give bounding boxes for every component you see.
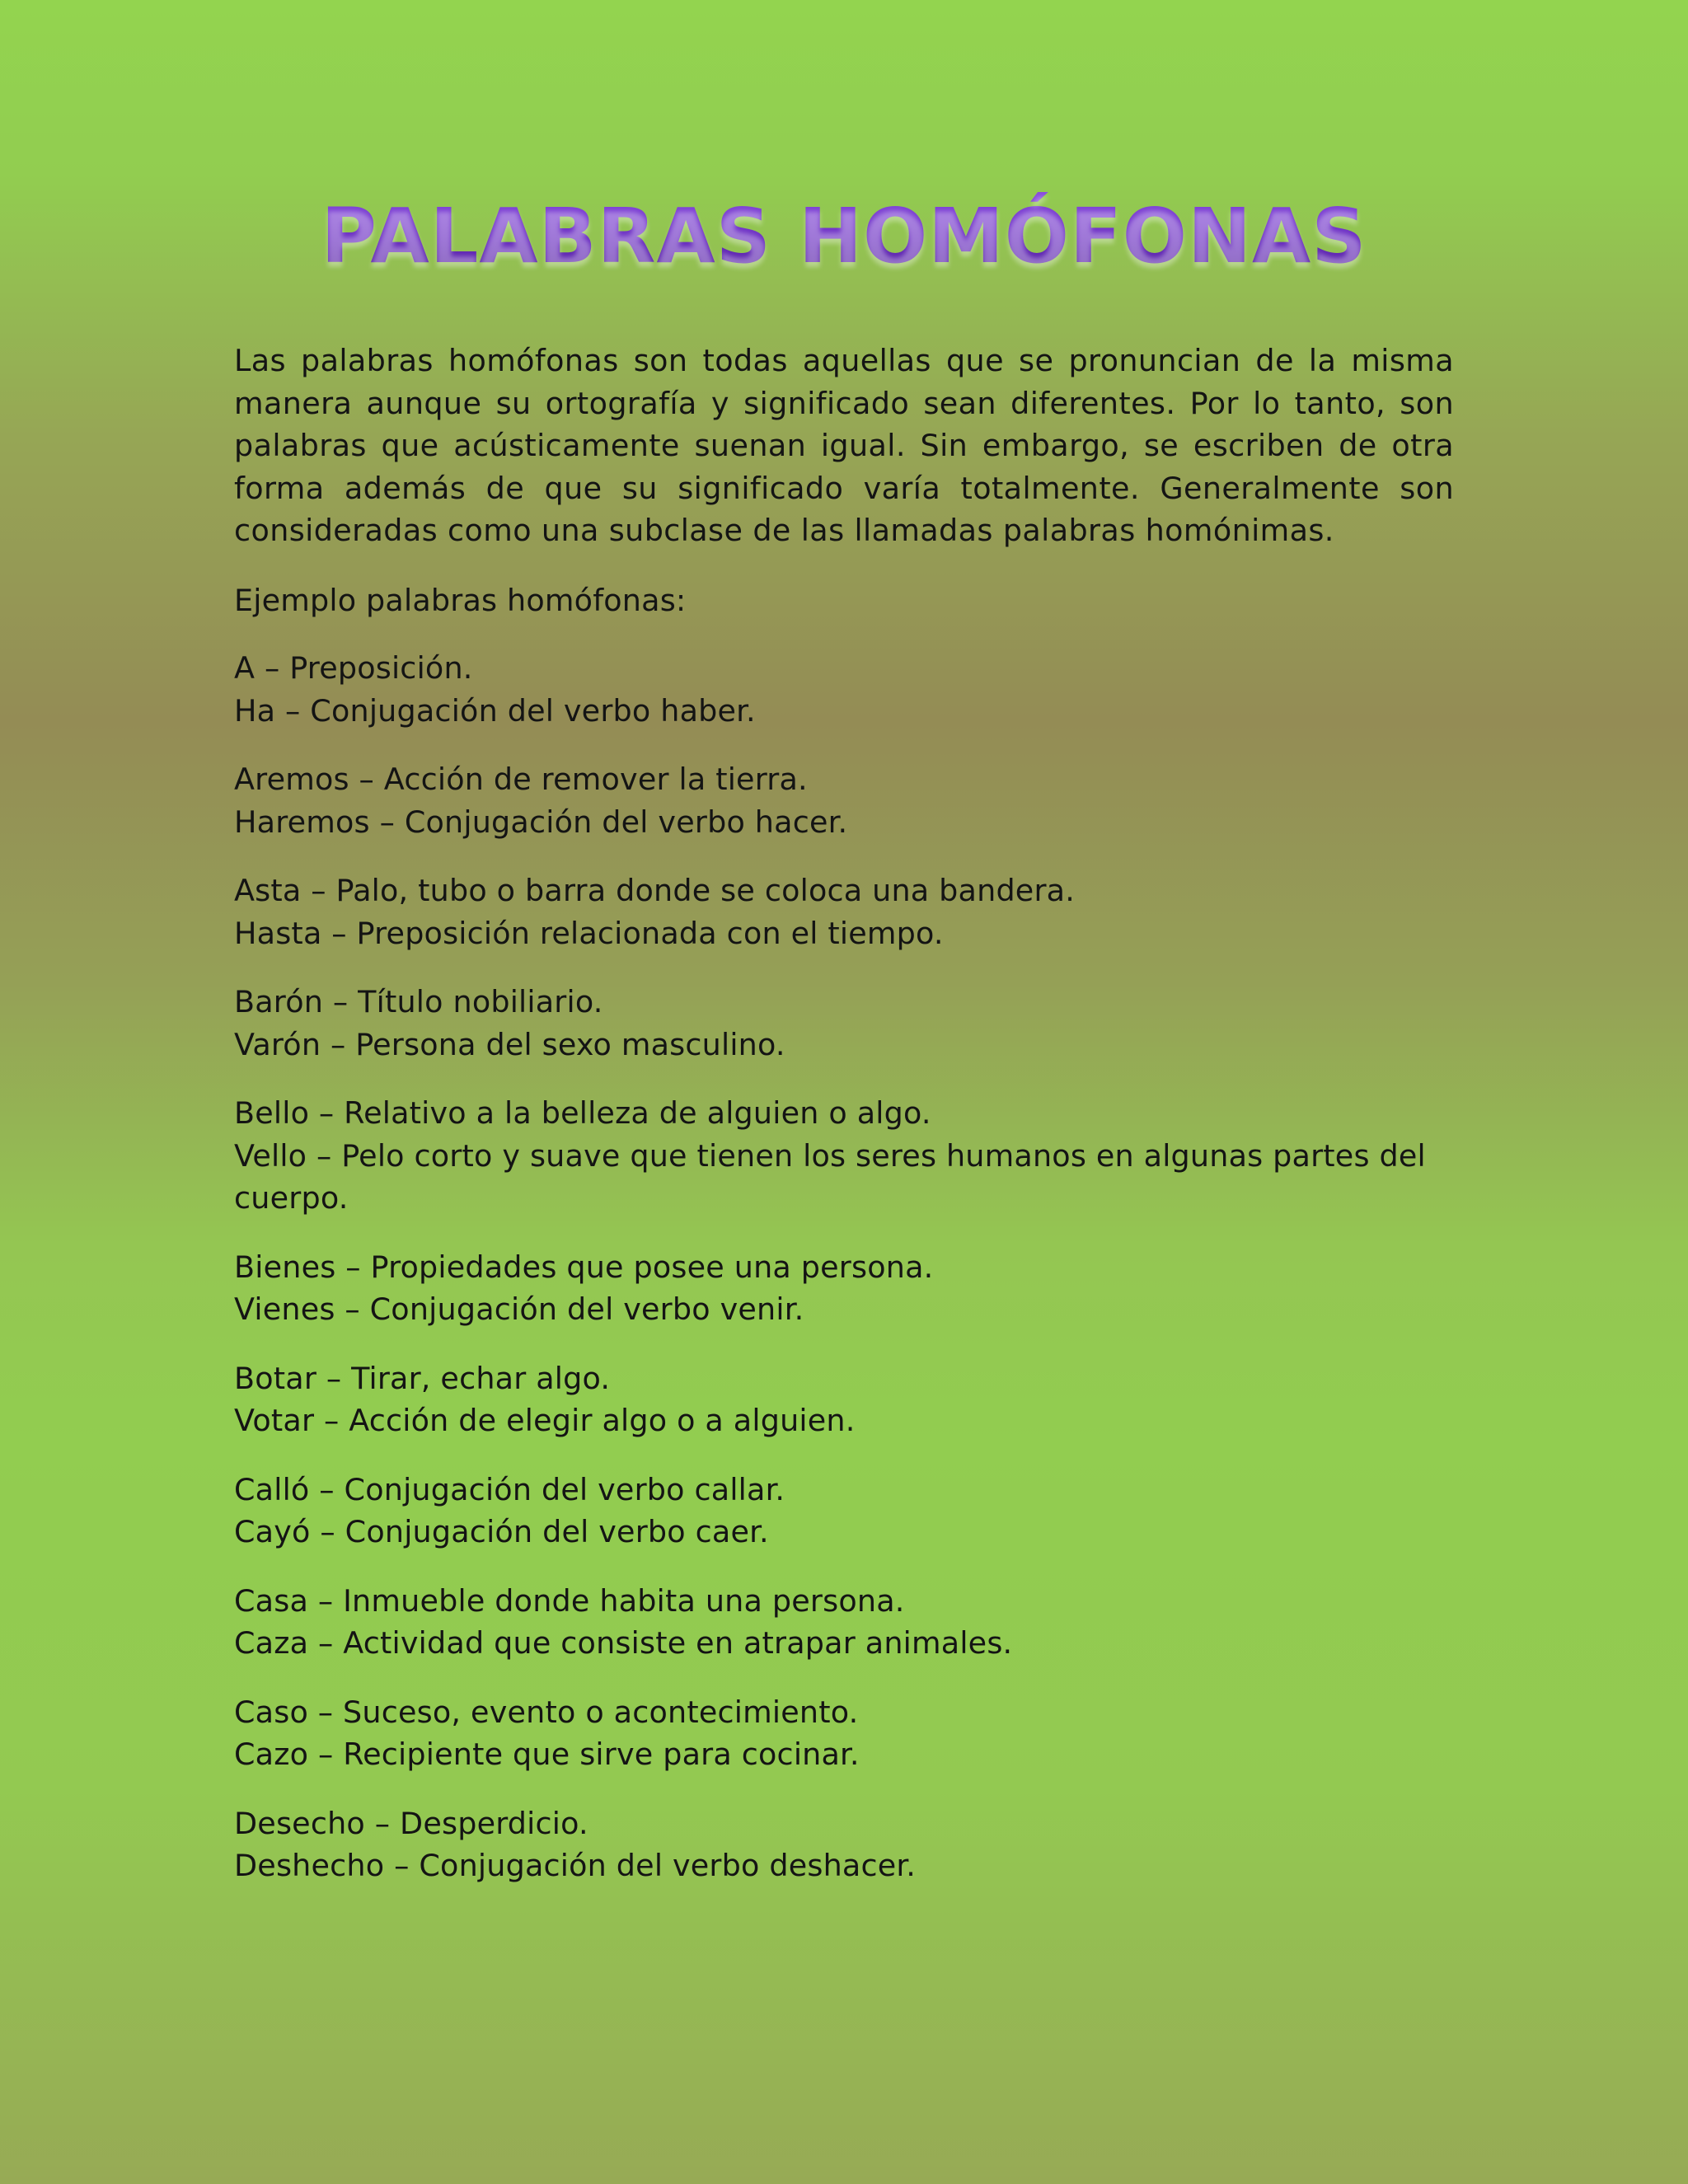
homophone-entry: Varón – Persona del sexo masculino. (234, 1026, 785, 1062)
homophone-list (234, 647, 1454, 1887)
homophone-pair (234, 1357, 1454, 1442)
homophone-entry: Haremos – Conjugación del verbo hacer. (234, 804, 848, 840)
homophone-pair (234, 758, 1454, 843)
homophone-pair (234, 1469, 1454, 1554)
homophone-pair (234, 1802, 1454, 1887)
homophone-pair (234, 647, 1454, 732)
homophone-entry: Vello – Pelo corto y suave que tienen los seres humanos en algunas partes del cuerpo. (234, 1137, 1426, 1216)
homophone-entry: Barón – Título nobiliario. (234, 984, 603, 1019)
homophone-entry: A – Preposición. (234, 650, 473, 686)
homophone-entry: Casa – Inmueble donde habita una persona. (234, 1582, 905, 1619)
document-body (234, 340, 1454, 1914)
homophone-entry: Deshecho – Conjugación del verbo deshacer. (234, 1848, 917, 1883)
homophone-entry: Ha – Conjugación del verbo haber. (234, 692, 756, 729)
homophone-entry: Votar – Acción de elegir algo o a alguien. (234, 1403, 856, 1438)
homophone-entry: Bienes – Propiedades que posee una persona. (234, 1249, 934, 1285)
homophone-entry: Asta – Palo, tubo o barra donde se coloca una bandera. (234, 873, 1076, 908)
homophone-entry: Botar – Tirar, echar algo. (234, 1360, 611, 1396)
intro-paragraph: Las palabras homófonas son todas aquellas que se pronuncian de la misma manera aunque su ortografía y significado sean diferentes. Por lo tanto, son palabras que acústicamente suenan igual. Sin embargo, se escriben de otra forma además de que su significado varía totalmente. Generalmente son consideradas como una subclase de las llamadas palabras homónimas. (234, 343, 1454, 548)
homophone-pair (234, 1246, 1454, 1331)
homophone-entry: Aremos – Acción de remover la tierra. (234, 762, 808, 797)
homophone-pair (234, 981, 1454, 1066)
homophone-pair (234, 1092, 1454, 1220)
homophone-entry: Cayó – Conjugación del verbo caer. (234, 1514, 769, 1549)
homophone-entry: Cazo – Recipiente que sirve para cocinar. (234, 1736, 860, 1772)
homophone-pair (234, 1580, 1454, 1665)
page-title: PALABRAS HOMÓFONAS (0, 191, 1688, 282)
example-heading: Ejemplo palabras homófonas: (234, 582, 687, 618)
homophone-entry: Calló – Conjugación del verbo callar. (234, 1471, 785, 1507)
homophone-entry: Caso – Suceso, evento o acontecimiento. (234, 1694, 859, 1730)
homophone-pair (234, 869, 1454, 954)
homophone-entry: Desecho – Desperdicio. (234, 1805, 588, 1841)
homophone-entry: Caza – Actividad que consiste en atrapar animales. (234, 1625, 1013, 1661)
homophone-entry: Hasta – Preposición relacionada con el tiempo. (234, 915, 944, 951)
homophone-entry: Vienes – Conjugación del verbo venir. (234, 1291, 804, 1327)
homophone-entry: Bello – Relativo a la belleza de alguien o algo. (234, 1095, 931, 1131)
homophone-pair (234, 1691, 1454, 1776)
